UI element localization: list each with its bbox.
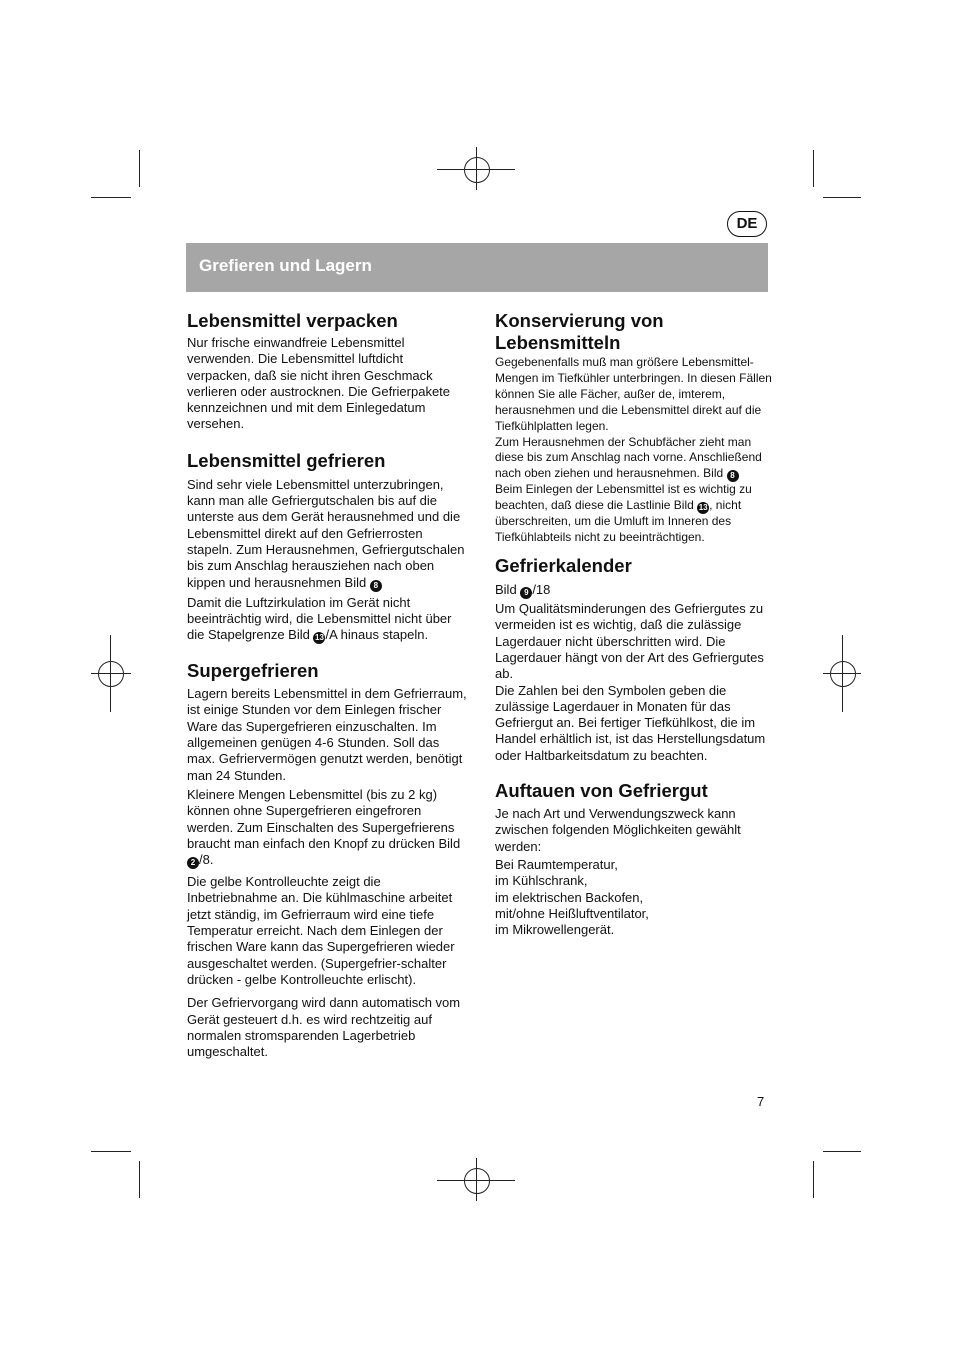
left-column	[187, 310, 467, 1060]
paragraph: Zum Herausnehmen der Schubfächer zieht man diese bis zum Anschlag nach vorne. Anschließend nach oben ziehen und herausnehmen. Bild 8	[495, 434, 762, 481]
page-number: 7	[757, 1094, 765, 1109]
paragraph: Damit die Luftzirkulation im Gerät nicht beeinträchtig wird, die Lebensmittel nicht über die Stapelgrenze Bild 13 /A hinaus stapeln.	[187, 594, 452, 643]
registration-line	[476, 147, 477, 190]
paragraph: Sind sehr viele Lebensmittel unterzubringen, kann man alle Gefriergutschalen bis auf die unterste aus dem Gerät herausnehmed und die Lebensmittel direkt auf den Gefrierrosten stapeln. Zum Herausnehmen, Gefriergutschalen bis zum Anschlag herausziehen nach oben kippen und herausnehmen Bild 8	[187, 476, 465, 590]
heading-auftauen: Auftauen von Gefriergut	[495, 780, 708, 802]
list-item: im elektrischen Backofen,	[495, 889, 644, 905]
section-title: Grefieren und Lagern	[199, 256, 372, 275]
figure-number-icon: 13	[698, 503, 708, 513]
paragraph: Kleinere Mengen Lebensmittel (bis zu 2 kg) können ohne Supergefrieren eingefroren werden. Zum Einschalten des Supergefrierens braucht man einfach den Knopf zu drücken Bild 2 /8.	[187, 786, 461, 868]
paragraph: Beim Einlegen der Lebensmittel ist es wichtig zu beachten, daß diese die Lastlinie Bild 13 , nicht überschreiten, um die Umluft im Inneren des Tiefkühlabteils nicht zu beeinträchtigen.	[495, 482, 752, 545]
paragraph: Der Gefriervorgang wird dann automatisch vom Gerät gesteuert d.h. es wird rechtzeitig auf normalen stromsparenden Lagerbetrieb umgeschaltet.	[187, 995, 461, 1060]
crop-mark	[813, 150, 814, 187]
crop-mark	[91, 197, 131, 198]
figure-number-icon: 8	[727, 470, 739, 482]
heading-gefrieren: Lebensmittel gefrieren	[187, 449, 386, 471]
figure-number-icon: 13	[315, 633, 324, 643]
list-item: Bei Raumtemperatur,	[495, 856, 618, 872]
list-item: im Mikrowellengerät.	[495, 922, 615, 938]
registration-line	[842, 635, 843, 712]
crop-mark	[139, 1161, 140, 1198]
list-item: mit/ohne Heißluftventilator,	[495, 905, 649, 921]
language-badge: DE	[727, 211, 767, 237]
registration-line	[476, 1158, 477, 1201]
paragraph: Je nach Art und Verwendungszweck kann zwischen folgenden Möglichkeiten gewählt werden:	[495, 806, 741, 854]
registration-mark-icon	[830, 661, 856, 687]
paragraph: Bild 9 /18	[495, 582, 551, 598]
paragraph: Um Qualitätsminderungen des Gefriergutes zu vermeiden ist es wichtig, daß die zulässige Lagerdauer nicht überschritten wird. Die Lagerdauer hängt von der Art des Gefriergutes ab.	[495, 601, 764, 682]
paragraph: Lagern bereits Lebensmittel in dem Gefrierraum, ist einige Stunden vor dem Einlegen frischer Ware das Supergefrieren einzuschalten. Im allgemeinen genügen 4-6 Stunden. Soll das max. Gefriervermögen genutzt werden, benötigt man 24 Stunden.	[187, 686, 467, 783]
figure-number-icon: 8	[370, 580, 382, 592]
registration-mark-icon	[464, 1168, 490, 1194]
heading-verpacken: Lebensmittel verpacken	[187, 310, 398, 331]
paragraph: Gegebenenfalls muß man größere Lebensmittel-Mengen im Tiefkühler unterbringen. In diesen Fällen können Sie alle Fächer, außer de, imterem, herausnehmen und die Lebensmittel direkt auf die Tiefkühlplatten legen.	[495, 355, 772, 433]
right-column	[495, 310, 775, 938]
figure-number-icon: 9	[520, 587, 532, 599]
figure-number-icon: 2	[187, 857, 199, 869]
paragraph: Die gelbe Kontrolleuchte zeigt die Inbetriebnahme an. Die kühlmaschine arbeitet jetzt ständig, im Gefrierraum wird eine tiefe Temperatur erreicht. Nach dem Einlegen der frischen Ware kann das Supergefrieren wieder ausgeschaltet werden. (Supergefrier-schalter drücken - gelbe Kontrolleuchte erlischt).	[187, 874, 455, 987]
registration-line	[91, 673, 131, 674]
paragraph: Nur frische einwandfreie Lebensmittel verwenden. Die Lebensmittel luftdicht verpacken, daß sie nicht ihren Geschmack verlieren oder austrocknen. Die Gefrierpakete kennzeichnen und mit dem Einlegedatum versehen.	[187, 335, 451, 432]
paragraph: Die Zahlen bei den Symbolen geben die zulässige Lagerdauer in Monaten für das Gefriergut an. Bei fertiger Tiefkühlkost, die im Handel erhältlich ist, ist das Herstellungsdatum oder Haltbarkeitsdatum zu beachten.	[495, 682, 766, 763]
konservierung-body	[495, 355, 775, 546]
heading-gefrierkalender: Gefrierkalender	[495, 555, 632, 577]
heading-supergefrieren: Supergefrieren	[187, 660, 319, 682]
crop-mark	[823, 1151, 861, 1152]
crop-mark	[813, 1161, 814, 1198]
crop-mark	[91, 1151, 131, 1152]
section-header	[186, 243, 768, 292]
registration-mark-icon	[98, 661, 124, 687]
heading-konservierung: Konservierung von Lebensmitteln	[495, 310, 664, 353]
crop-mark	[823, 197, 861, 198]
crop-mark	[139, 150, 140, 187]
option-list	[495, 857, 775, 938]
registration-mark-icon	[464, 157, 490, 183]
registration-line	[110, 635, 111, 712]
list-item: im Kühlschrank,	[495, 873, 588, 889]
